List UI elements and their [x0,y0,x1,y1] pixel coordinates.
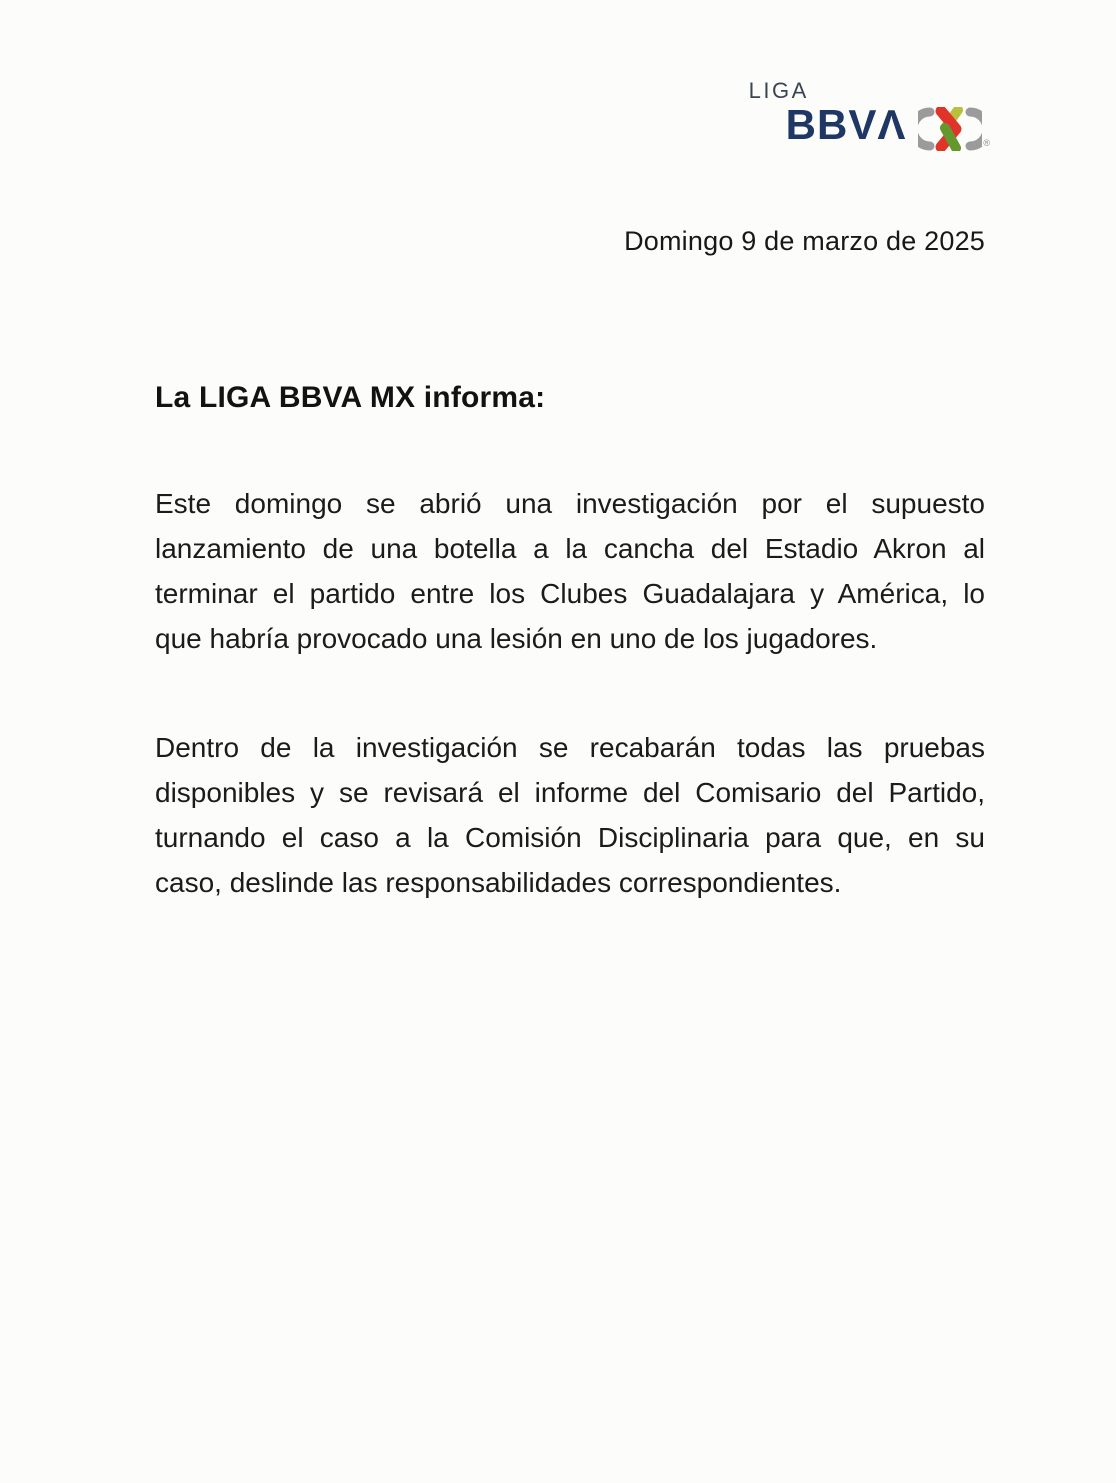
liga-wordmark: LIGA [748,78,809,103]
ball-right-segment [970,112,982,146]
paragraph-2 [155,725,985,905]
bbva-wordmark: BBVΛ [785,101,907,148]
paragraph-line: turnando el caso a la Comisión Disciplinaria para que, en su [155,822,985,853]
logo-wordmarks [749,80,907,146]
paragraph-line: terminar el partido entre los Clubes Guadalajara y América, lo [155,578,985,609]
document-heading: La LIGA BBVA MX informa: [155,381,546,414]
liga-bbva-mx-logo [749,80,990,151]
liga-mx-ball-icon [918,107,982,151]
paragraph-1 [155,481,985,661]
ball-left-segment [918,112,930,146]
paragraph-line: lanzamiento de una botella a la cancha del Estadio Akron al [155,533,985,564]
paragraph-line: disponibles y se revisará el informe del Comisario del Partido, [155,777,985,808]
registered-trademark-symbol: ® [983,138,990,148]
paragraph-line: Este domingo se abrió una investigación por el supuesto [155,488,985,519]
paragraph-line: Dentro de la investigación se recabarán todas las pruebas [155,732,985,763]
paragraph-line: caso, deslinde las responsabilidades correspondientes. [155,867,842,898]
date-line: Domingo 9 de marzo de 2025 [624,226,985,256]
paragraph-line: que habría provocado una lesión en uno de los jugadores. [155,623,878,654]
